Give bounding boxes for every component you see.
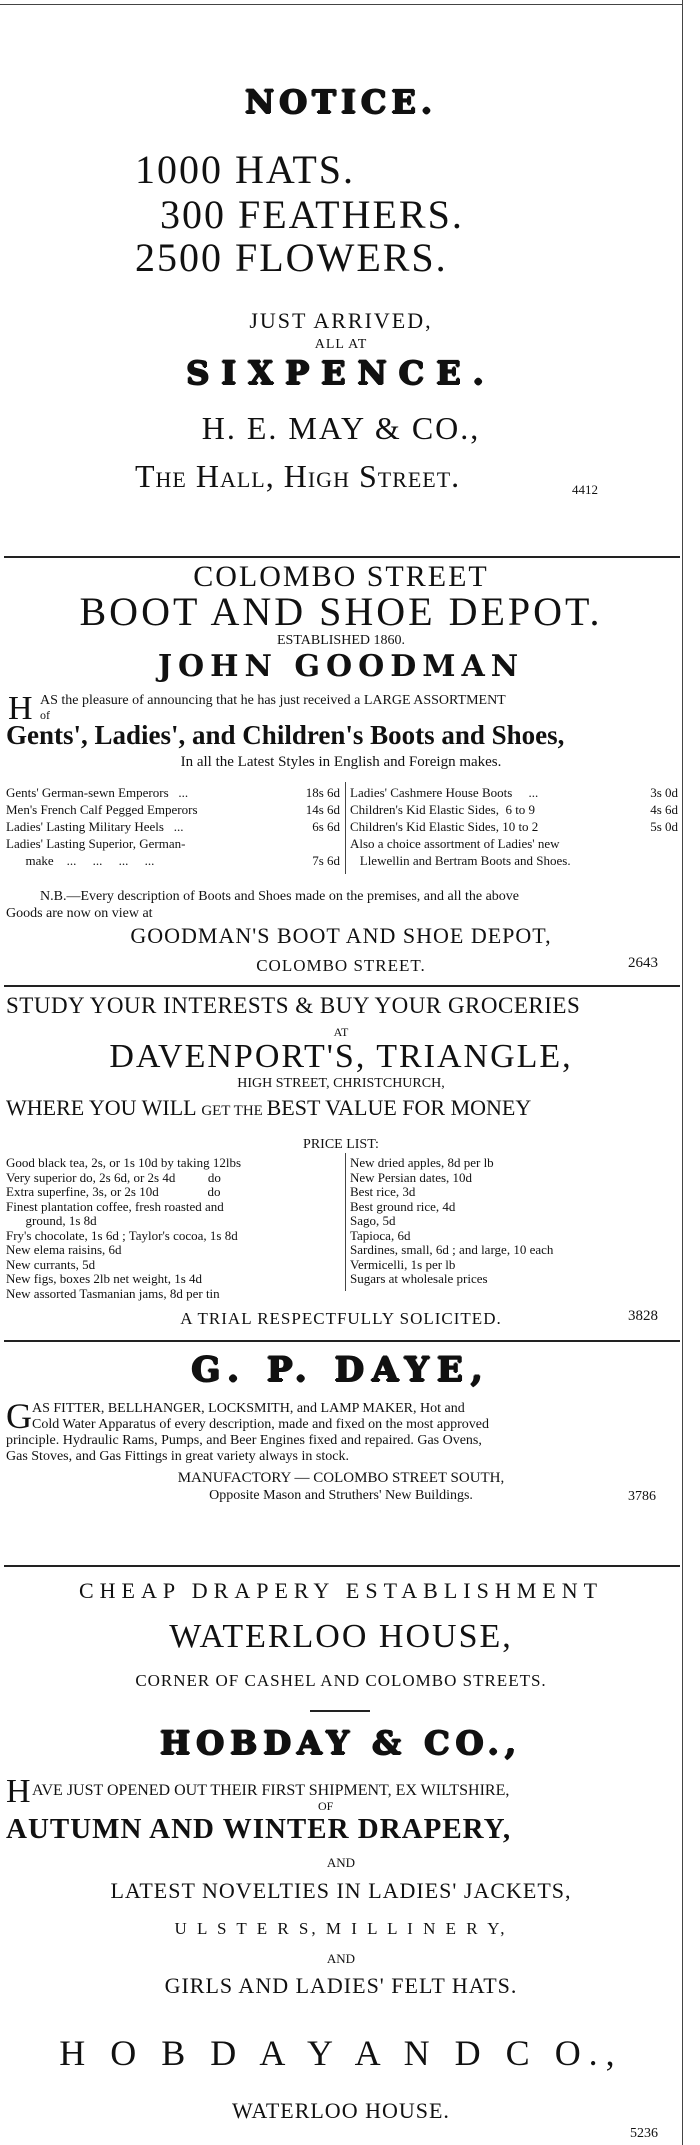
price-row bbox=[350, 820, 678, 833]
goodman-heading-depot: BOOT AND SHOE DEPOT. bbox=[79, 589, 603, 634]
daye-line4: Gas Stoves, and Gas Fittings in great variety always in stock. bbox=[6, 1449, 349, 1464]
goodman-headline: Gents', Ladies', and Children's Boots and Shoes, bbox=[6, 720, 565, 750]
notice-line-feathers: 300 FEATHERS. bbox=[160, 192, 464, 237]
separator bbox=[4, 985, 680, 987]
notice-line-hats: 1000 HATS. bbox=[135, 147, 356, 192]
daye-line1: AS FITTER, BELLHANGER, LOCKSMITH, and LAMP MAKER, Hot and bbox=[32, 1401, 465, 1416]
top-rule bbox=[0, 4, 682, 5]
price-row: Vermicelli, 1s per lb bbox=[350, 1256, 456, 1272]
price-item-price: 3s 0d bbox=[650, 785, 678, 800]
davenport-tagline-c: BEST VALUE FOR MONEY bbox=[266, 1095, 532, 1120]
price-row: New figs, boxes 2lb net weight, 1s 4d bbox=[6, 1271, 203, 1286]
notice-just-arrived: JUST ARRIVED, bbox=[249, 308, 433, 333]
separator bbox=[4, 1340, 680, 1342]
price-row: Sardines, small, 6d ; and large, 10 each bbox=[350, 1242, 554, 1257]
notice-firm-name: H. E. MAY & CO., bbox=[201, 410, 481, 446]
goodman-street: COLOMBO STREET. bbox=[256, 956, 426, 975]
price-item-name: Children's Kid Elastic Sides, 10 to 2 bbox=[350, 819, 539, 834]
davenport-heading: STUDY YOUR INTERESTS & BUY YOUR GROCERIES bbox=[6, 993, 581, 1018]
price-row: Sugars at wholesale prices bbox=[350, 1271, 488, 1286]
davenport-address: HIGH STREET, CHRISTCHURCH, bbox=[237, 1076, 445, 1091]
price-row bbox=[6, 854, 340, 867]
price-row: Very superior do, 2s 6d, or 2s 4d do bbox=[6, 1169, 221, 1185]
notice-title: NOTICE. bbox=[245, 83, 437, 121]
daye-line3: principle. Hydraulic Rams, Pumps, and Beer Engines fixed and repaired. Gas Ovens, bbox=[6, 1433, 482, 1448]
price-item-price: 18s 6d bbox=[305, 785, 340, 800]
price-item-price: 7s 6d bbox=[312, 853, 340, 868]
price-row bbox=[6, 803, 340, 816]
goodman-established: ESTABLISHED 1860. bbox=[277, 633, 405, 648]
davenport-name: DAVENPORT'S, TRIANGLE, bbox=[109, 1038, 573, 1075]
notice-address: The Hall, High Street. bbox=[135, 458, 461, 494]
price-row bbox=[350, 786, 678, 799]
price-item-name: Ladies' Lasting Superior, German- bbox=[6, 836, 186, 851]
goodman-depot-name: GOODMAN'S BOOT AND SHOE DEPOT, bbox=[130, 923, 552, 948]
price-row: New currants, 5d bbox=[6, 1256, 96, 1272]
price-row bbox=[6, 786, 340, 799]
hobday-footer-name: H O B D A Y A N D C O., bbox=[59, 2033, 623, 2073]
price-item-price: 6s 6d bbox=[312, 819, 340, 834]
price-item-name: Ladies' Cashmere House Boots ... bbox=[350, 785, 539, 800]
daye-drop-cap: G bbox=[6, 1396, 32, 1436]
price-row: Extra superfine, 3s, or 2s 10d do bbox=[6, 1184, 221, 1199]
hobday-opened: AVE JUST OPENED OUT THEIR FIRST SHIPMENT, EX WILTSHIRE, bbox=[32, 1782, 510, 1799]
hobday-felt-hats: GIRLS AND LADIES' FELT HATS. bbox=[164, 1973, 518, 1998]
hobday-ref: 5236 bbox=[630, 2126, 658, 2141]
notice-all-at: ALL AT bbox=[314, 337, 368, 352]
price-row: Finest plantation coffee, fresh roasted and bbox=[6, 1198, 224, 1214]
davenport-price-list-title: PRICE LIST: bbox=[303, 1137, 379, 1152]
price-item-name: Children's Kid Elastic Sides, 6 to 9 bbox=[350, 802, 536, 817]
price-item-name: Men's French Calf Pegged Emperors bbox=[6, 802, 198, 817]
price-item-price: 14s 6d bbox=[305, 802, 340, 817]
hobday-drapery: AUTUMN AND WINTER DRAPERY, bbox=[6, 1813, 512, 1845]
goodman-intro: AS the pleasure of announcing that he has just received a LARGE ASSORTMENT bbox=[40, 693, 506, 708]
hobday-drop-cap: H bbox=[6, 1773, 31, 1810]
daye-line2: Cold Water Apparatus of every description, made and fixed on the most approved bbox=[32, 1417, 489, 1432]
goodman-drop-cap: H bbox=[8, 690, 33, 727]
goodman-styles: In all the Latest Styles in English and Foreign makes. bbox=[180, 754, 502, 770]
hobday-and-1: AND bbox=[326, 1855, 356, 1870]
separator bbox=[4, 1565, 680, 1567]
hobday-house: WATERLOO HOUSE, bbox=[169, 1618, 513, 1655]
price-row: New dried apples, 8d per lb bbox=[350, 1155, 494, 1170]
price-item-name: Also a choice assortment of Ladies' new bbox=[350, 836, 560, 851]
hobday-and-2: AND bbox=[326, 1951, 356, 1966]
price-item-price: 4s 6d bbox=[650, 802, 678, 817]
davenport-tagline-a: WHERE YOU WILL bbox=[6, 1095, 202, 1120]
hobday-novelties: LATEST NOVELTIES IN LADIES' JACKETS, bbox=[110, 1878, 572, 1903]
daye-manufactory: MANUFACTORY — COLOMBO STREET SOUTH, bbox=[177, 1470, 505, 1486]
price-row bbox=[350, 837, 678, 850]
davenport-ref: 3828 bbox=[628, 1308, 658, 1324]
davenport-trial: A TRIAL RESPECTFULLY SOLICITED. bbox=[180, 1309, 502, 1328]
hobday-heading: CHEAP DRAPERY ESTABLISHMENT bbox=[78, 1578, 604, 1603]
notice-ref: 4412 bbox=[572, 482, 598, 497]
goodman-nb-line2: Goods are now on view at bbox=[6, 906, 153, 921]
daye-opposite: Opposite Mason and Struthers' New Buildings. bbox=[209, 1488, 473, 1503]
price-item-name: Ladies' Lasting Military Heels ... bbox=[6, 819, 184, 834]
price-item-name: Gents' German-sewn Emperors ... bbox=[6, 785, 189, 800]
price-row: Sago, 5d bbox=[350, 1213, 396, 1228]
price-item-name: Llewellin and Bertram Boots and Shoes. bbox=[350, 853, 571, 868]
price-item-name: make ... ... ... ... bbox=[6, 853, 155, 868]
hobday-ulsters: U L S T E R S, M I L L I N E R Y, bbox=[174, 1919, 508, 1938]
davenport-column-divider bbox=[345, 1153, 346, 1291]
price-row: New elema raisins, 6d bbox=[6, 1242, 122, 1257]
price-row bbox=[6, 837, 340, 850]
price-row: ground, 1s 8d bbox=[6, 1213, 97, 1228]
price-row: Fry's chocolate, 1s 6d ; Taylor's cocoa, 1s 8d bbox=[6, 1227, 238, 1243]
price-row bbox=[6, 820, 340, 833]
daye-name: G. P. DAYE, bbox=[191, 1350, 491, 1390]
separator bbox=[4, 556, 680, 558]
hobday-of: OF bbox=[318, 1799, 334, 1813]
davenport-tagline bbox=[6, 1097, 531, 1119]
daye-ref: 3786 bbox=[628, 1489, 656, 1504]
price-row: Tapioca, 6d bbox=[350, 1227, 411, 1243]
price-row: Good black tea, 2s, or 1s 10d by taking 12lbs bbox=[6, 1155, 242, 1170]
price-row: Best ground rice, 4d bbox=[350, 1198, 456, 1214]
price-row: New Persian dates, 10d bbox=[350, 1169, 473, 1185]
goodman-name: JOHN GOODMAN bbox=[157, 649, 525, 684]
price-row bbox=[350, 854, 678, 867]
price-row: New assorted Tasmanian jams, 8d per tin bbox=[6, 1285, 220, 1301]
davenport-at: AT bbox=[333, 1025, 349, 1039]
price-row: Best rice, 3d bbox=[350, 1184, 416, 1199]
goodman-column-divider bbox=[345, 782, 346, 874]
goodman-intro-of: of bbox=[40, 708, 50, 722]
notice-line-flowers: 2500 FLOWERS. bbox=[135, 235, 448, 280]
price-item-price: 5s 0d bbox=[650, 819, 678, 834]
goodman-ref: 2643 bbox=[628, 955, 658, 971]
goodman-nb-line1: N.B.—Every description of Boots and Shoes made on the premises, and all the above bbox=[40, 889, 520, 904]
hobday-name: HOBDAY & CO., bbox=[160, 1724, 522, 1762]
goodman-heading-street: COLOMBO STREET bbox=[193, 560, 489, 593]
notice-sixpence: SIXPENCE. bbox=[186, 354, 496, 392]
short-rule bbox=[310, 1710, 370, 1712]
davenport-tagline-b: GET THE bbox=[201, 1103, 267, 1119]
hobday-corner: CORNER OF CASHEL AND COLOMBO STREETS. bbox=[135, 1671, 547, 1690]
hobday-waterloo: WATERLOO HOUSE. bbox=[232, 2098, 450, 2123]
price-row bbox=[350, 803, 678, 816]
